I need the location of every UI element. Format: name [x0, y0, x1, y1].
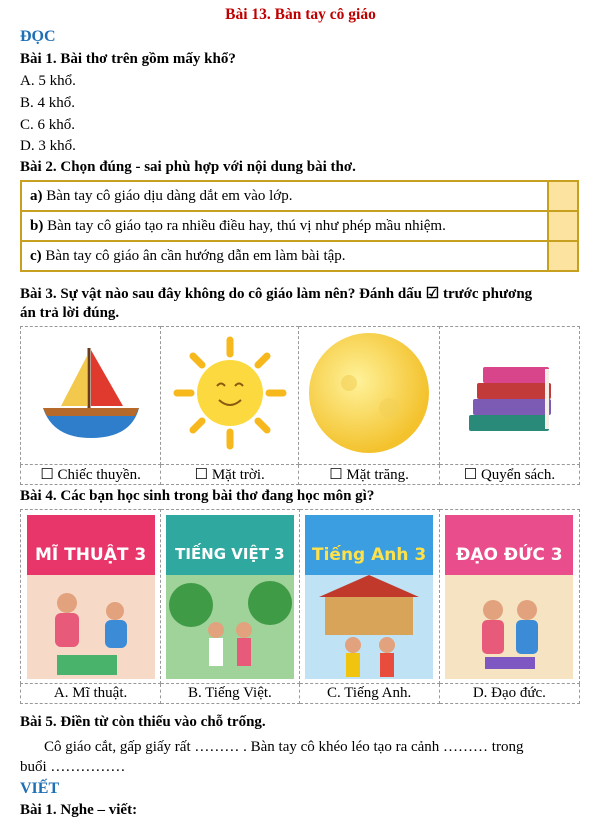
- w1-question: Bài 1. Nghe – viết:: [20, 802, 138, 818]
- q5-line1: Cô giáo cắt, gấp giấy rất ……… . Bàn tay cô khéo léo tạo ra cảnh ……… trong: [44, 739, 524, 755]
- sun-image: [161, 327, 299, 465]
- option-books[interactable]: ☐ Quyển sách.: [439, 465, 579, 485]
- q1-option-a: A. 5 khổ.: [20, 73, 76, 89]
- q3-picture-grid: [20, 326, 580, 485]
- book-cover-mi-thuat: [21, 510, 161, 684]
- table-row: [21, 211, 578, 241]
- section-viet: VIẾT: [20, 780, 60, 797]
- q1-option-c: C. 6 khổ.: [20, 117, 76, 133]
- q5-line2: buổi ……………: [20, 759, 126, 775]
- book-title: Tiếng Anh 3: [312, 544, 427, 565]
- statement-b: b) Bàn tay cô giáo tạo ra nhiều điều hay, thú vị như phép mầu nhiệm.: [21, 211, 548, 241]
- answer-box-b[interactable]: [548, 211, 578, 241]
- table-row: [21, 241, 578, 271]
- book-cover-tieng-anh: [299, 510, 439, 684]
- q3-question-line2: án trả lời đúng.: [20, 305, 120, 321]
- q2-question: Bài 2. Chọn đúng - sai phù hợp với nội dung bài thơ.: [20, 159, 356, 175]
- section-doc: ĐỌC: [20, 28, 56, 45]
- table-row: [21, 181, 578, 211]
- option-b[interactable]: B. Tiếng Việt.: [161, 684, 299, 704]
- book-cover-dao-duc: [439, 510, 579, 684]
- q1-option-b: B. 4 khổ.: [20, 95, 76, 111]
- option-a[interactable]: A. Mĩ thuật.: [21, 684, 161, 704]
- statement-c: c) Bàn tay cô giáo ân cần hướng dẫn em làm bài tập.: [21, 241, 548, 271]
- answer-box-a[interactable]: [548, 181, 578, 211]
- q4-book-grid: [20, 509, 580, 704]
- moon-image: [299, 327, 440, 465]
- q4-question: Bài 4. Các bạn học sinh trong bài thơ đang học môn gì?: [20, 488, 375, 504]
- option-d[interactable]: D. Đạo đức.: [439, 684, 579, 704]
- true-false-table: [20, 180, 579, 272]
- book-title: MĨ THUẬT 3: [34, 544, 147, 565]
- statement-a: a) Bàn tay cô giáo dịu dàng dắt em vào lớp.: [21, 181, 548, 211]
- book-cover-tieng-viet: [161, 510, 299, 684]
- option-sun[interactable]: ☐ Mặt trời.: [161, 465, 299, 485]
- boat-image: [21, 327, 161, 465]
- answer-box-c[interactable]: [548, 241, 578, 271]
- option-moon[interactable]: ☐ Mặt trăng.: [299, 465, 440, 485]
- q3-question-line1: Bài 3. Sự vật nào sau đây không do cô giáo làm nên? Đánh dấu ☑ trước phương: [20, 286, 533, 302]
- q1-option-d: D. 3 khổ.: [20, 138, 76, 154]
- book-title: ĐẠO ĐỨC 3: [456, 544, 563, 565]
- book-title: TIẾNG VIỆT 3: [175, 544, 285, 563]
- q5-question: Bài 5. Điền từ còn thiếu vào chỗ trống.: [20, 714, 266, 730]
- option-c[interactable]: C. Tiếng Anh.: [299, 684, 439, 704]
- books-image: [439, 327, 579, 465]
- page-title: Bài 13. Bàn tay cô giáo: [225, 6, 376, 23]
- q1-question: Bài 1. Bài thơ trên gồm mấy khổ?: [20, 51, 236, 67]
- option-boat[interactable]: ☐ Chiếc thuyền.: [21, 465, 161, 485]
